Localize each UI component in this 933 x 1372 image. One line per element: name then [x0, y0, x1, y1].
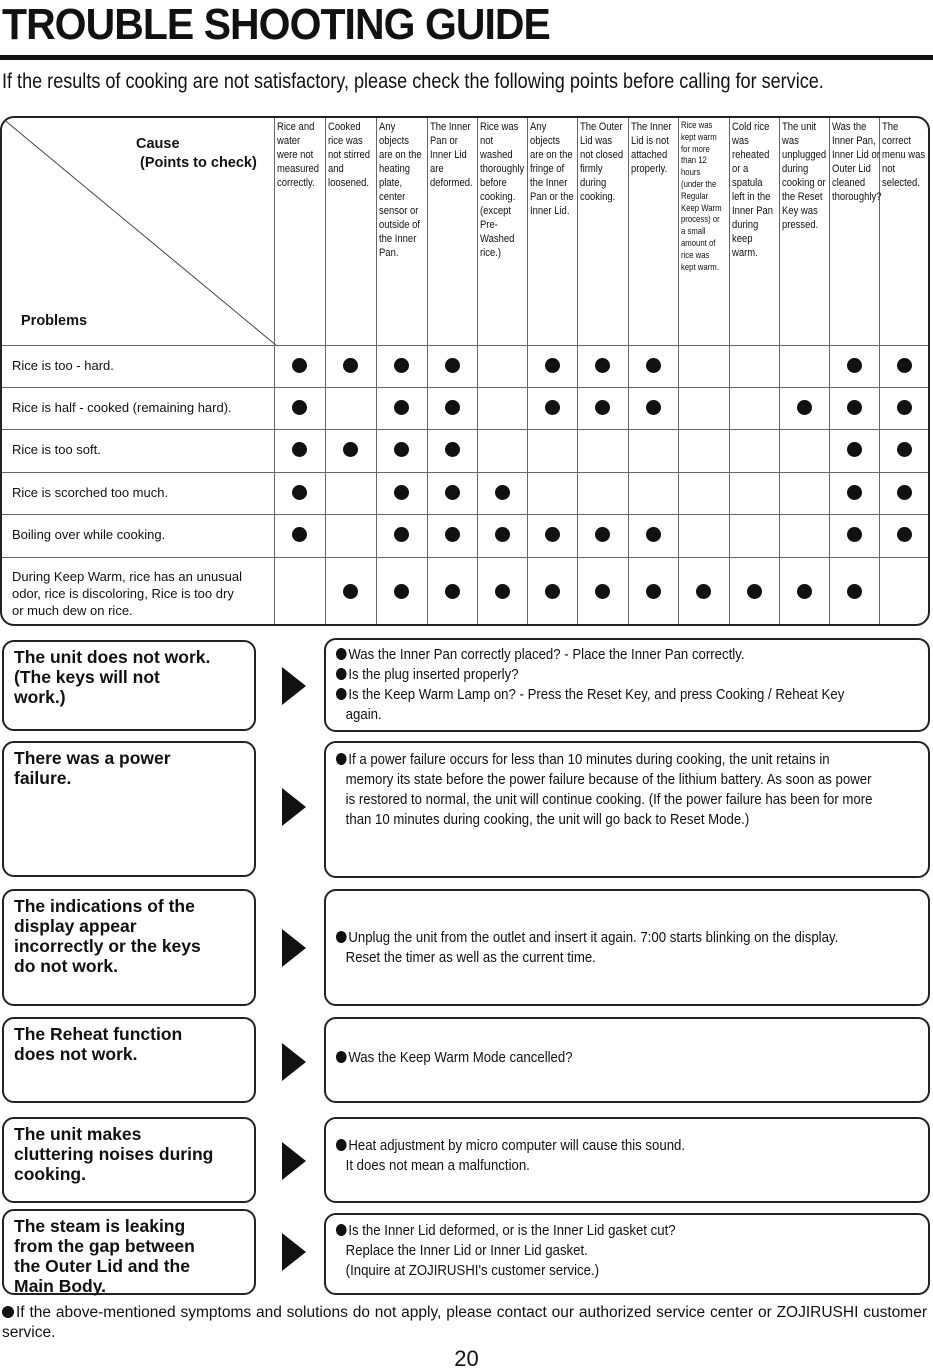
- issue-solution-box: [324, 741, 930, 878]
- issue-problem-box: The unit makes cluttering noises during cooking.: [2, 1117, 256, 1203]
- arrow-right-icon: [282, 1043, 306, 1081]
- check-mark-dot: [897, 358, 912, 373]
- solution-text: Is the plug inserted properly?: [348, 666, 519, 683]
- solution-text: It does not mean a malfunction.: [345, 1157, 530, 1174]
- solution-text: Heat adjustment by micro computer will cause this sound.: [348, 1137, 686, 1154]
- check-mark-dot: [394, 584, 409, 599]
- issue-solution-box: [324, 1117, 930, 1203]
- footer-note: [2, 1303, 927, 1343]
- arrow-right-icon: [282, 667, 306, 705]
- solution-text: again.: [345, 706, 382, 723]
- solution-text: Was the Inner Pan correctly placed? - Place the Inner Pan correctly.: [348, 646, 745, 663]
- arrow-right-icon: [282, 929, 306, 967]
- bullet-icon: [336, 1224, 347, 1236]
- issue-problem-box: The steam is leaking from the gap between the Outer Lid and the Main Body.: [2, 1209, 256, 1295]
- check-mark-dot: [545, 358, 560, 373]
- solution-line: [336, 948, 917, 968]
- check-mark-dot: [445, 584, 460, 599]
- solution-line: [336, 705, 917, 725]
- column-divider: [678, 118, 679, 626]
- issue-solution-box: [324, 1213, 930, 1295]
- solution-text: Was the Keep Warm Mode cancelled?: [348, 1049, 573, 1066]
- cause-problem-table: [0, 116, 930, 626]
- check-mark-dot: [646, 358, 661, 373]
- page-title: TROUBLE SHOOTING GUIDE: [2, 0, 550, 49]
- cause-header-7: The Outer Lid was not closed firmly during cooking.: [580, 121, 624, 203]
- cause-heading: Cause: [136, 136, 180, 152]
- solution-content: [336, 1221, 917, 1281]
- solution-text: Unplug the unit from the outlet and insert it again. 7:00 starts blinking on the display.: [348, 929, 839, 946]
- cause-header-11: The unit was unplugged during cooking or the Reset Key was pressed.: [782, 121, 827, 231]
- solution-line: [336, 645, 917, 665]
- cause-header-8: The Inner Lid is not attached properly.: [631, 121, 672, 175]
- cause-header-13: The correct menu was not selected.: [882, 121, 926, 189]
- page-number: 20: [454, 1346, 479, 1371]
- check-mark-dot: [445, 485, 460, 500]
- solution-line: [336, 750, 917, 770]
- corner-cause-label: [136, 135, 257, 173]
- check-mark-dot: [646, 584, 661, 599]
- check-mark-dot: [343, 358, 358, 373]
- check-mark-dot: [394, 485, 409, 500]
- check-mark-dot: [847, 485, 862, 500]
- solution-text: Reset the timer as well as the current time.: [345, 949, 596, 966]
- problem-label: Boiling over while cooking.: [12, 527, 166, 542]
- solution-line: [336, 1221, 917, 1241]
- solution-line: [336, 1048, 917, 1068]
- problem-label: Rice is too soft.: [12, 442, 101, 457]
- check-mark-dot: [595, 527, 610, 542]
- cause-header-4: The Inner Pan or Inner Lid are deformed.: [430, 121, 473, 189]
- problem-label: Rice is too - hard.: [12, 358, 114, 373]
- solution-content: [336, 750, 917, 830]
- check-mark-dot: [646, 527, 661, 542]
- issue-problem-box: The Reheat function does not work.: [2, 1017, 256, 1103]
- points-to-check-heading: (Points to check): [140, 155, 257, 171]
- bullet-icon: [336, 753, 347, 765]
- row-divider: [2, 429, 930, 430]
- title-rule: [0, 55, 933, 60]
- cause-header-5: Rice was not washed thoroughly before cooking. (except Pre- Washed rice.): [480, 121, 525, 259]
- solution-line: [336, 790, 917, 810]
- check-mark-dot: [747, 584, 762, 599]
- check-mark-dot: [545, 584, 560, 599]
- solution-text: Is the Keep Warm Lamp on? - Press the Reset Key, and press Cooking / Reheat Key: [348, 686, 845, 703]
- check-mark-dot: [696, 584, 711, 599]
- solution-text: than 10 minutes during cooking, the unit will go back to Reset Mode.): [345, 811, 750, 828]
- issue-solution-box: [324, 889, 930, 1006]
- check-mark-dot: [495, 485, 510, 500]
- check-mark-dot: [394, 527, 409, 542]
- column-divider: [274, 118, 275, 626]
- bullet-icon: [2, 1306, 14, 1318]
- solution-text: is restored to normal, the unit will continue cooking. (If the power failure has been for more: [345, 791, 873, 808]
- problem-label: Rice is scorched too much.: [12, 485, 169, 500]
- check-mark-dot: [343, 584, 358, 599]
- issue-problem-box: There was a power failure.: [2, 741, 256, 877]
- check-mark-dot: [646, 400, 661, 415]
- problems-heading: Problems: [21, 313, 88, 329]
- arrow-right-icon: [282, 788, 306, 826]
- footer-text: If the above-mentioned symptoms and solutions do not apply, please contact our authorized service center or ZOJIRUSHI customer service.: [2, 1304, 927, 1341]
- solution-text: memory its state before the power failure because of the lithium battery. As soon as power: [345, 771, 872, 788]
- row-divider: [2, 514, 930, 515]
- check-mark-dot: [797, 400, 812, 415]
- row-divider: [2, 557, 930, 558]
- issue-problem-box: The indications of the display appear incorrectly or the keys do not work.: [2, 889, 256, 1006]
- check-mark-dot: [292, 527, 307, 542]
- solution-line: [336, 1261, 917, 1281]
- cause-header-3: Any objects are on the heating plate, center sensor or outside of the Inner Pan.: [379, 121, 422, 259]
- bullet-icon: [336, 668, 347, 680]
- check-mark-dot: [445, 442, 460, 457]
- solution-text: (Inquire at ZOJIRUSHI's customer service.): [345, 1262, 600, 1279]
- check-mark-dot: [445, 400, 460, 415]
- check-mark-dot: [595, 400, 610, 415]
- check-mark-dot: [292, 400, 307, 415]
- problem-label: During Keep Warm, rice has an unusual odor, rice is discoloring, Rice is too dry or much dew on rice.: [12, 569, 243, 618]
- solution-text: Replace the Inner Lid or Inner Lid gasket.: [345, 1242, 588, 1259]
- arrow-right-icon: [282, 1233, 306, 1271]
- check-mark-dot: [394, 400, 409, 415]
- cause-header-6: Any objects are on the fringe of the Inner Pan or the Inner Lid.: [530, 121, 574, 217]
- column-divider: [325, 118, 326, 626]
- problem-label: Rice is half - cooked (remaining hard).: [12, 400, 232, 415]
- cause-header-9: Rice was kept warm for more than 12 hours (under the Regular Keep Warm process) or a small amount of rice was kept warm.: [681, 120, 722, 272]
- check-mark-dot: [545, 400, 560, 415]
- bullet-icon: [336, 688, 347, 700]
- check-mark-dot: [445, 527, 460, 542]
- solution-text: Is the Inner Lid deformed, or is the Inner Lid gasket cut?: [348, 1222, 676, 1239]
- check-mark-dot: [292, 442, 307, 457]
- column-divider: [477, 118, 478, 626]
- solution-line: [336, 770, 917, 790]
- check-mark-dot: [847, 527, 862, 542]
- check-mark-dot: [847, 400, 862, 415]
- check-mark-dot: [595, 358, 610, 373]
- check-mark-dot: [847, 442, 862, 457]
- check-mark-dot: [394, 358, 409, 373]
- check-mark-dot: [445, 358, 460, 373]
- page-subtitle: If the results of cooking are not satisfactory, please check the following points before calling for service.: [2, 70, 824, 93]
- check-mark-dot: [292, 485, 307, 500]
- cause-header-10: Cold rice was reheated or a spatula left in the Inner Pan during keep warm.: [732, 121, 774, 259]
- row-divider: [2, 387, 930, 388]
- row-divider: [2, 472, 930, 473]
- check-mark-dot: [897, 442, 912, 457]
- solution-content: [336, 645, 917, 725]
- solution-line: [336, 810, 917, 830]
- check-mark-dot: [292, 358, 307, 373]
- bullet-icon: [336, 1051, 347, 1063]
- issue-solution-box: [324, 1017, 930, 1103]
- cause-header-2: Cooked rice was not stirred and loosened.: [328, 121, 371, 189]
- check-mark-dot: [897, 400, 912, 415]
- check-mark-dot: [595, 584, 610, 599]
- check-mark-dot: [847, 584, 862, 599]
- solution-line: [336, 928, 917, 948]
- check-mark-dot: [343, 442, 358, 457]
- bullet-icon: [336, 1139, 347, 1151]
- column-divider: [376, 118, 377, 626]
- solution-line: [336, 1241, 917, 1261]
- cause-header-12: Was the Inner Pan, Inner Lid or Outer Lid cleaned thoroughly?: [832, 121, 882, 203]
- arrow-right-icon: [282, 1142, 306, 1180]
- check-mark-dot: [495, 584, 510, 599]
- check-mark-dot: [797, 584, 812, 599]
- solution-line: [336, 1156, 917, 1176]
- cause-header-1: Rice and water were not measured correctly.: [277, 121, 320, 189]
- solution-content: [336, 1136, 917, 1176]
- bullet-icon: [336, 648, 347, 660]
- issue-problem-box: The unit does not work. (The keys will not work.): [2, 640, 256, 731]
- check-mark-dot: [897, 485, 912, 500]
- issue-solution-box: [324, 638, 930, 732]
- solution-content: [336, 928, 917, 968]
- check-mark-dot: [847, 358, 862, 373]
- solution-content: [336, 1048, 917, 1068]
- solution-text: If a power failure occurs for less than 10 minutes during cooking, the unit retains in: [348, 751, 830, 768]
- check-mark-dot: [394, 442, 409, 457]
- bullet-icon: [336, 931, 347, 943]
- solution-line: [336, 665, 917, 685]
- check-mark-dot: [545, 527, 560, 542]
- row-divider: [2, 345, 930, 346]
- solution-line: [336, 685, 917, 705]
- solution-line: [336, 1136, 917, 1156]
- check-mark-dot: [897, 527, 912, 542]
- check-mark-dot: [495, 527, 510, 542]
